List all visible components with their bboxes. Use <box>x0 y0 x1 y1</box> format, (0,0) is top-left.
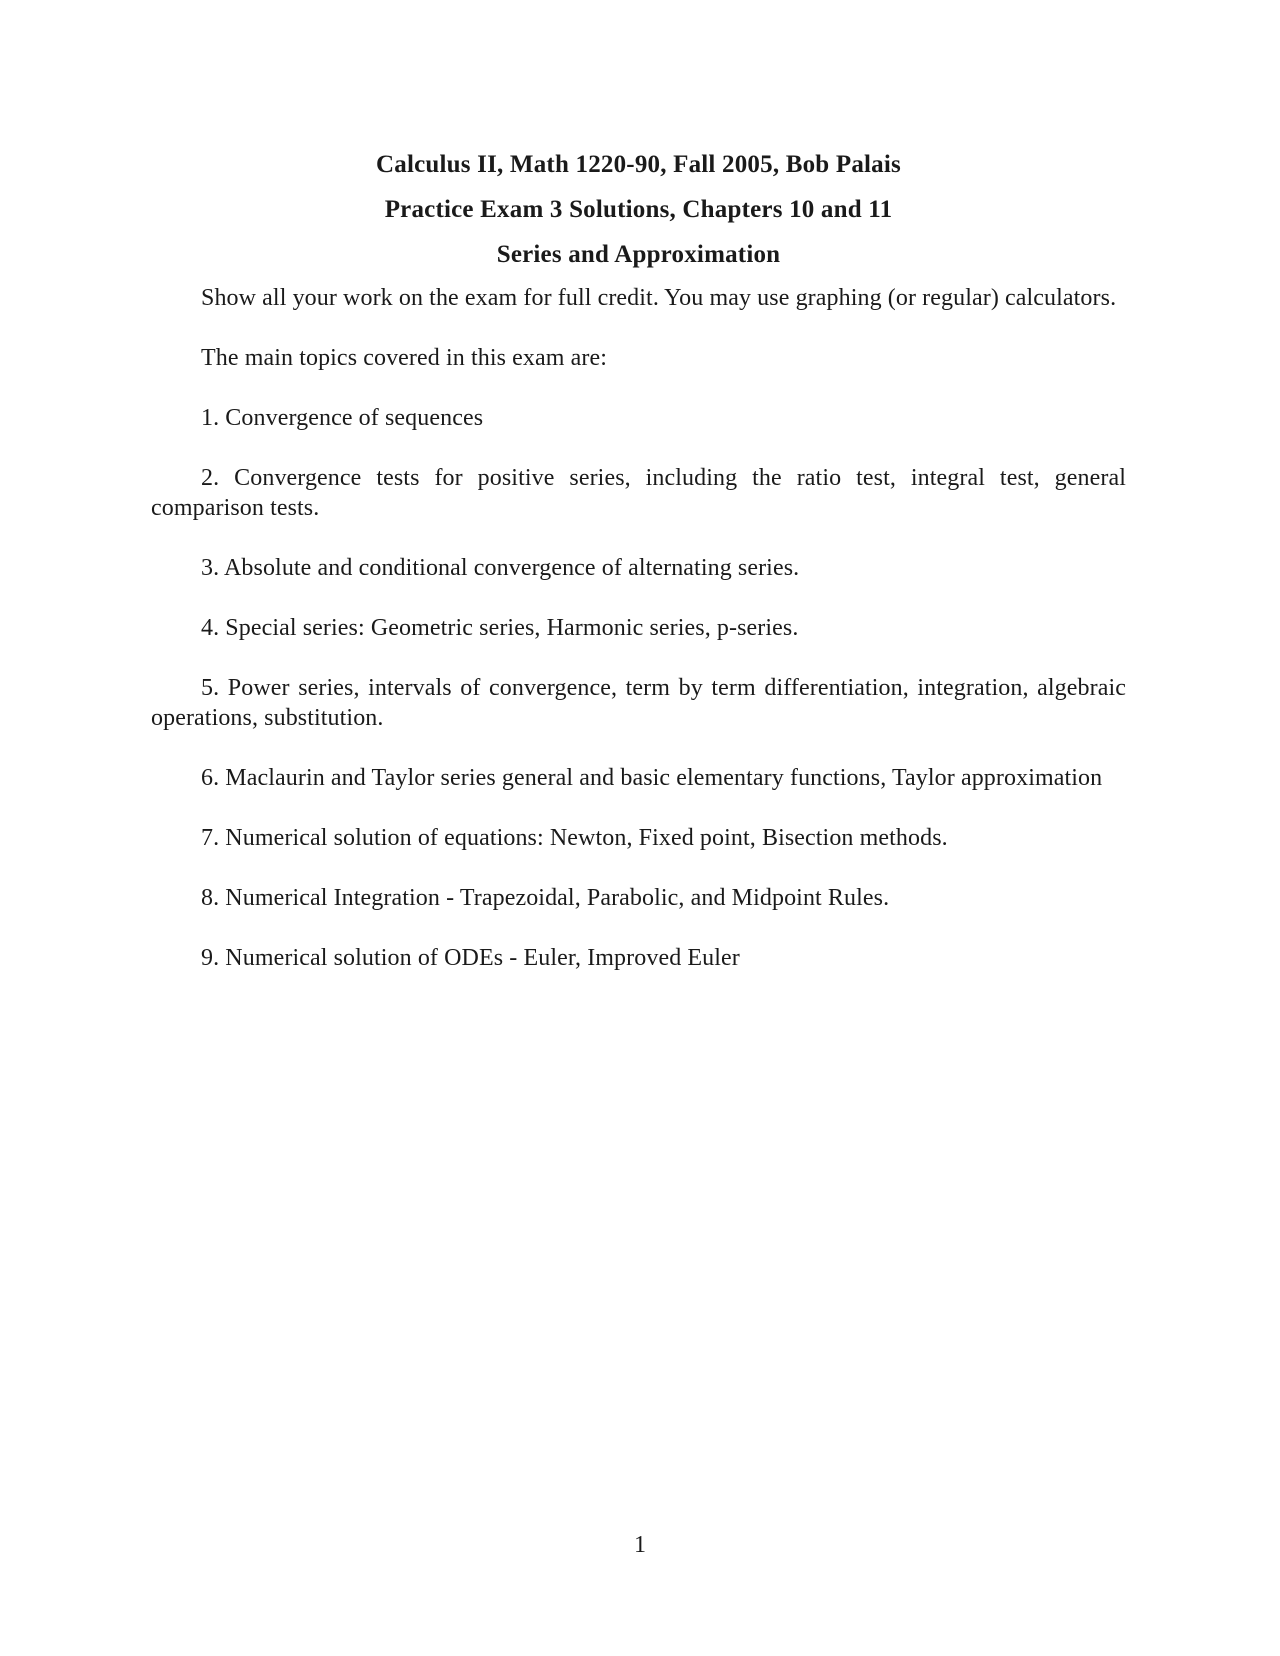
document-title: Calculus II, Math 1220-90, Fall 2005, Bob Palais <box>376 151 901 178</box>
document-subtitle: Practice Exam 3 Solutions, Chapters 10 and 11 <box>384 196 893 223</box>
list-item: 8. Numerical Integration - Trapezoidal, Parabolic, and Midpoint Rules. <box>201 885 890 911</box>
page-number: 1 <box>634 1532 646 1558</box>
list-item: 5. Power series, intervals of convergence, term by term differentiation, integration, algebraic operations, substitution. <box>151 675 1126 731</box>
list-item: 6. Maclaurin and Taylor series general and basic elementary functions, Taylor approximation <box>201 765 1103 791</box>
list-item: 9. Numerical solution of ODEs - Euler, Improved Euler <box>201 945 740 971</box>
topics-intro: The main topics covered in this exam are: <box>201 345 607 371</box>
page-content <box>151 150 1126 973</box>
list-item: 1. Convergence of sequences <box>201 405 484 431</box>
topic-list <box>151 403 1126 973</box>
list-item: 2. Convergence tests for positive series, including the ratio test, integral test, general comparison tests. <box>151 465 1126 521</box>
section-heading: Series and Approximation <box>496 241 781 268</box>
list-item: 4. Special series: Geometric series, Harmonic series, p-series. <box>201 615 799 641</box>
list-item: 7. Numerical solution of equations: Newton, Fixed point, Bisection methods. <box>201 825 948 851</box>
list-item: 3. Absolute and conditional convergence of alternating series. <box>201 555 800 581</box>
instructions-paragraph: Show all your work on the exam for full credit. You may use graphing (or regular) calculators. <box>201 285 1117 311</box>
